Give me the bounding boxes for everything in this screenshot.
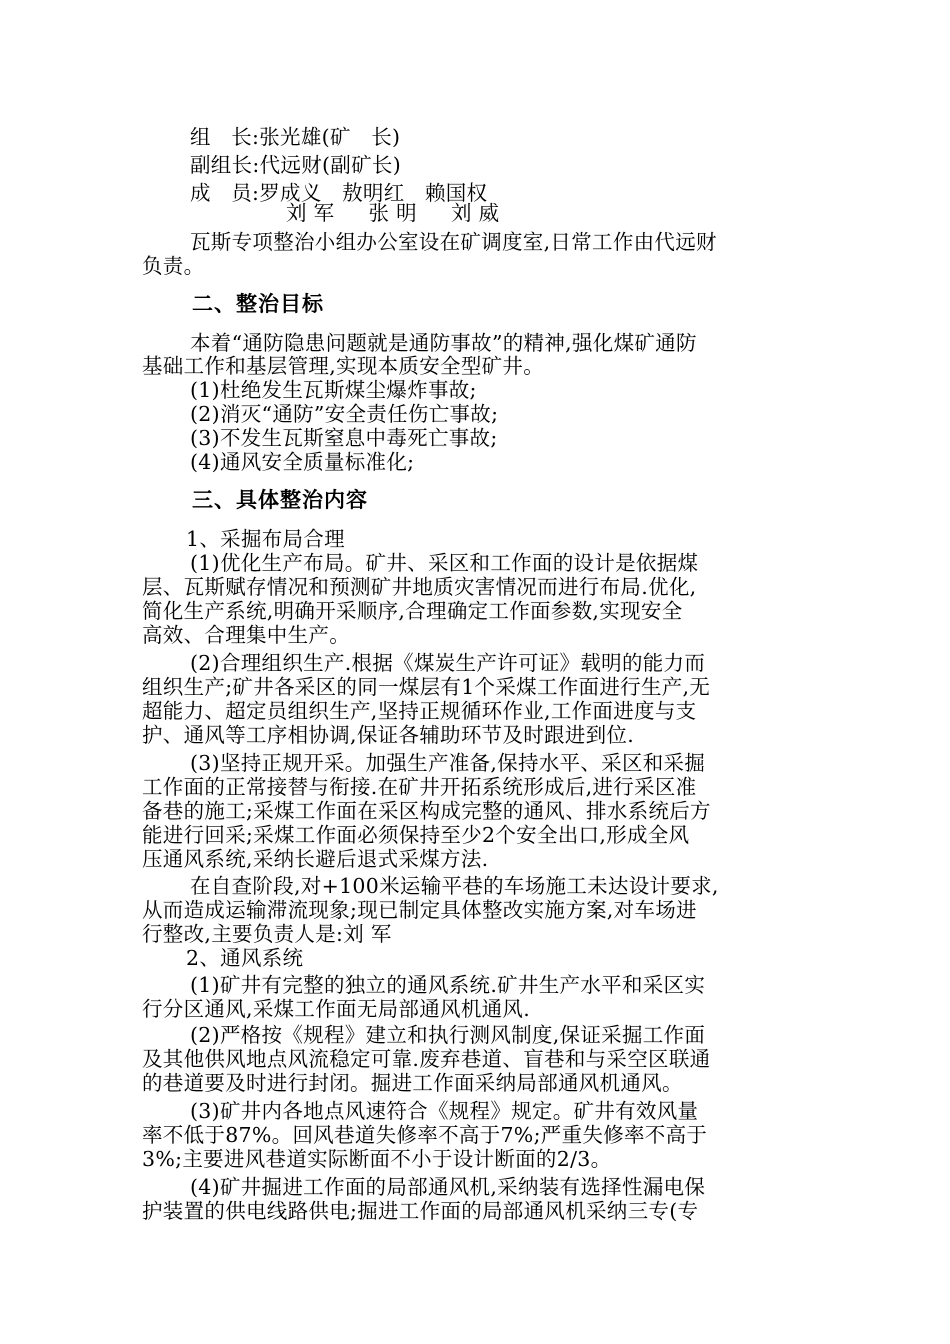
text-line: 行整改,主要负责人是:刘 军: [142, 922, 392, 946]
text-line: 高效、合理集中生产。: [142, 623, 350, 647]
text-line: 本着“通防隐患问题就是通防事故”的精神,强化煤矿通防: [190, 331, 697, 355]
section-heading: 三、具体整治内容: [192, 488, 368, 512]
text-line: 及其他供风地点风流稳定可靠.废弃巷道、盲巷和与采空区联通: [142, 1047, 711, 1071]
text-line: 成 员:罗成义 敖明红 赖国权: [190, 181, 488, 205]
text-line: (3)坚持正规开采。加强生产准备,保持水平、采区和采掘: [190, 751, 706, 775]
text-line: 简化生产系统,明确开采顺序,合理确定工作面参数,实现安全: [142, 599, 683, 623]
text-line: 基础工作和基层管理,实现本质安全型矿井。: [142, 354, 545, 378]
text-line: (2)合理组织生产.根据《煤炭生产许可证》载明的能力而: [190, 651, 706, 675]
text-line: 护、通风等工序相协调,保证各辅助环节及时跟进到位.: [142, 723, 635, 747]
text-line: 在自查阶段,对+100米运输平巷的车场施工未达设计要求,: [190, 874, 719, 898]
text-line: (1)杜绝发生瓦斯煤尘爆炸事故;: [190, 378, 477, 402]
text-line: (4)通风安全质量标准化;: [190, 450, 415, 474]
text-line: 组 长:张光雄(矿 长): [190, 125, 401, 149]
text-line: (4)矿井掘进工作面的局部通风机,采纳装有选择性漏电保: [190, 1175, 706, 1199]
text-line: 3%;主要进风巷道实际断面不小于设计断面的2/3。: [142, 1147, 612, 1171]
text-line: (1)矿井有完整的独立的通风系统.矿井生产水平和采区实: [190, 973, 706, 997]
text-line: 负责。: [142, 254, 205, 278]
text-line: (3)矿井内各地点风速符合《规程》规定。矿井有效风量: [190, 1099, 699, 1123]
text-line: 瓦斯专项整治小组办公室设在矿调度室,日常工作由代远财: [190, 230, 717, 254]
text-line: (2)严格按《规程》建立和执行测风制度,保证采掘工作面: [190, 1023, 706, 1047]
text-line: 2、通风系统: [186, 946, 304, 970]
text-line: (2)消灭“通防”安全责任伤亡事故;: [190, 402, 499, 426]
text-line: 的巷道要及时进行封闭。掘进工作面采纳局部通风机通风。: [142, 1071, 683, 1095]
text-line: 副组长:代远财(副矿长): [190, 153, 402, 177]
text-line: 层、瓦斯赋存情况和预测矿井地质灾害情况而进行布局.优化,: [142, 575, 697, 599]
text-line: 超能力、超定员组织生产,坚持正规循环作业,工作面进度与支: [142, 699, 697, 723]
text-line: 率不低于87%。回风巷道失修率不高于7%;严重失修率不高于: [142, 1123, 708, 1147]
text-line: 备巷的施工;采煤工作面在采区构成完整的通风、排水系统后方: [142, 799, 711, 823]
text-line: 能进行回采;采煤工作面必须保持至少2个安全出口,形成全风: [142, 823, 690, 847]
text-line: 刘 军 张 明 刘 威: [286, 201, 500, 225]
text-line: (3)不发生瓦斯窒息中毒死亡事故;: [190, 426, 498, 450]
text-line: 组织生产;矿井各采区的同一煤层有1个采煤工作面进行生产,无: [142, 675, 711, 699]
text-line: 行分区通风,采煤工作面无局部通风机通风.: [142, 997, 531, 1021]
section-heading: 二、整治目标: [192, 292, 324, 316]
text-line: 工作面的正常接替与衔接.在矿井开拓系统形成后,进行采区准: [142, 775, 697, 799]
text-line: 护装置的供电线路供电;掘进工作面的局部通风机采纳三专(专: [142, 1199, 699, 1223]
text-line: 从而造成运输滞流现象;现已制定具体整改实施方案,对车场进: [142, 898, 697, 922]
text-line: 1、采掘布局合理: [186, 527, 345, 551]
text-line: (1)优化生产布局。矿井、采区和工作面的设计是依据煤: [190, 551, 699, 575]
text-line: 压通风系统,采纳长避后退式采煤方法.: [142, 847, 489, 871]
